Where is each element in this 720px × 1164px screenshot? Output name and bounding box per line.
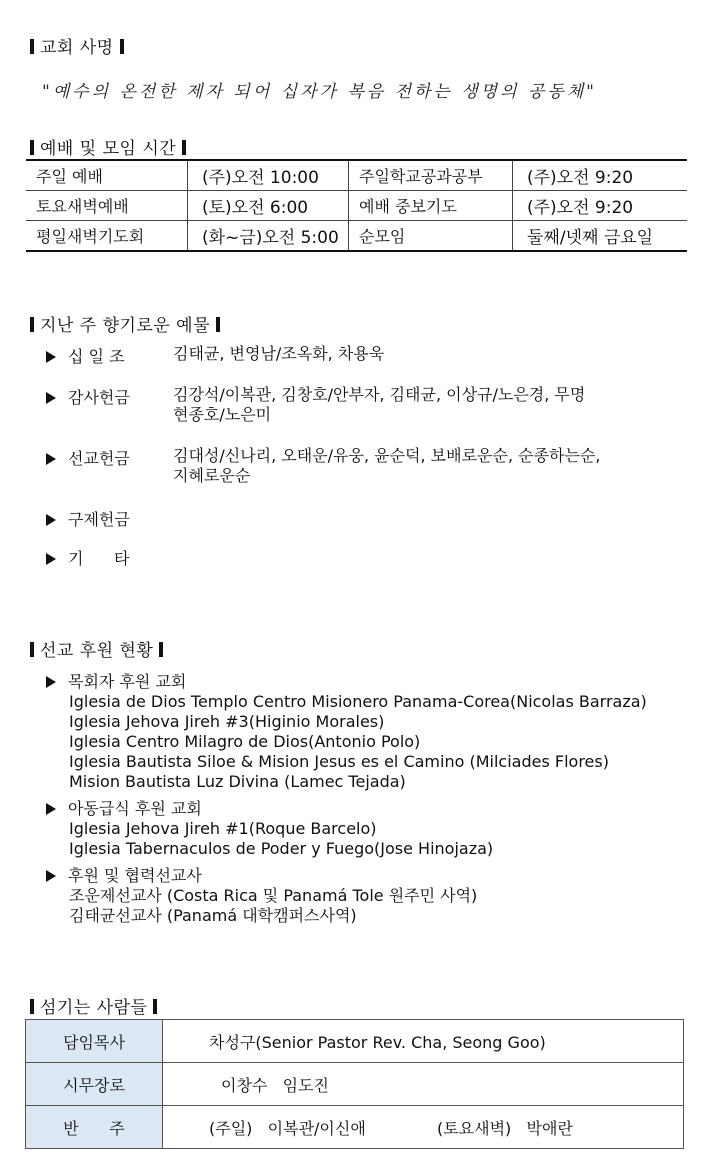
title-bar-right — [159, 642, 163, 657]
mission-group-heading — [46, 669, 647, 692]
table-row — [26, 1020, 684, 1063]
service-time: (토)오전 6:00 — [188, 191, 349, 221]
offering-item-relief — [46, 507, 156, 530]
offering-names-line: 김강석/이복관, 김창호/안부자, 김태균, 이상규/노은경, 무명 — [173, 385, 586, 404]
triangle-bullet-icon — [46, 351, 56, 363]
service-name: 평일새벽기도회 — [26, 221, 188, 252]
service-time: (주)오전 9:20 — [513, 160, 688, 191]
service-name: 순모임 — [349, 221, 513, 252]
offering-names — [173, 446, 601, 486]
title-bar-left — [30, 39, 34, 54]
service-time: 둘째/넷째 금요일 — [513, 221, 688, 252]
offering-label: 십 일 조 — [68, 347, 125, 366]
service-name: 주일 예배 — [26, 160, 188, 191]
offering-label: 감사헌금 — [68, 388, 130, 407]
offerings-title-text: 지난 주 향기로운 예물 — [40, 316, 211, 336]
servant-names: 이창수 임도진 — [163, 1063, 684, 1106]
worship-title-text: 예배 및 모임 시간 — [40, 139, 177, 159]
mission-group-lines — [69, 886, 477, 926]
offering-names-line: 지혜로운순 — [173, 466, 251, 485]
mission-group-missionaries — [46, 863, 477, 926]
table-row — [26, 160, 687, 191]
offering-label: 선교헌금 — [68, 449, 130, 468]
offering-names-line: 현종호/노은미 — [173, 405, 272, 424]
worship-schedule-table — [26, 159, 687, 252]
table-row — [26, 221, 687, 252]
mission-group-heading-text: 후원 및 협력선교사 — [68, 866, 202, 885]
missions-title-text: 선교 후원 현황 — [40, 641, 154, 661]
title-bar-left — [30, 140, 34, 155]
servant-role: 시무장로 — [26, 1063, 163, 1106]
missions-section-title — [30, 636, 169, 661]
servants-table — [25, 1019, 684, 1149]
title-bar-right — [182, 140, 186, 155]
title-bar-right — [153, 999, 157, 1014]
list-item: Iglesia de Dios Templo Centro Misionero Panama-Corea(Nicolas Barraza) — [69, 692, 647, 711]
list-item: Mision Bautista Luz Divina (Lamec Tejada) — [69, 772, 406, 791]
servant-role: 반 주 — [26, 1106, 163, 1149]
offering-item-thanks — [46, 385, 586, 424]
list-item: 김태균선교사 (Panamá 대학캠퍼스사역) — [69, 906, 357, 925]
mission-group-pastors — [46, 669, 647, 792]
service-time: (화~금)오전 5:00 — [188, 221, 349, 252]
offering-label: 구제헌금 — [68, 510, 130, 529]
triangle-bullet-icon — [46, 676, 56, 688]
offering-names — [173, 344, 384, 364]
triangle-bullet-icon — [46, 392, 56, 404]
triangle-bullet-icon — [46, 803, 56, 815]
title-bar-right — [120, 39, 124, 54]
servant-role: 담임목사 — [26, 1020, 163, 1063]
worship-section-title — [30, 134, 192, 159]
list-item: Iglesia Jehova Jireh #1(Roque Barcelo) — [69, 819, 377, 838]
table-row — [26, 1063, 684, 1106]
table-row — [26, 191, 687, 221]
offering-item-tithe — [46, 344, 385, 367]
offering-label: 기 타 — [68, 549, 130, 568]
title-bar-left — [30, 642, 34, 657]
mission-motto: "예수의 온전한 제자 되어 십자가 복음 전하는 생명의 공동체" — [42, 82, 597, 102]
servants-title-text: 섬기는 사람들 — [40, 998, 148, 1018]
mission-section-title — [30, 33, 130, 58]
offerings-section-title — [30, 311, 226, 336]
title-bar-right — [216, 317, 220, 332]
service-name: 예배 중보기도 — [349, 191, 513, 221]
offering-names-line: 김대성/신나리, 오태운/유웅, 윤순덕, 보배로운순, 순종하는순, — [173, 446, 601, 465]
table-row — [26, 1106, 684, 1149]
mission-group-lines — [69, 692, 647, 792]
list-item: Iglesia Tabernaculos de Poder y Fuego(Jose Hinojaza) — [69, 839, 494, 858]
offering-item-mission — [46, 446, 601, 485]
offering-names — [173, 385, 585, 425]
mission-title-text: 교회 사명 — [40, 38, 114, 58]
triangle-bullet-icon — [46, 870, 56, 882]
mission-group-heading — [46, 863, 477, 886]
list-item: Iglesia Centro Milagro de Dios(Antonio Polo) — [69, 732, 421, 751]
service-time: (주)오전 9:20 — [513, 191, 688, 221]
triangle-bullet-icon — [46, 553, 56, 565]
mission-group-heading — [46, 796, 493, 819]
title-bar-left — [30, 999, 34, 1014]
offering-item-other — [46, 546, 156, 569]
triangle-bullet-icon — [46, 453, 56, 465]
offering-names-line: 김태균, 변영남/조옥화, 차용욱 — [173, 344, 385, 363]
servant-names: 차성구(Senior Pastor Rev. Cha, Seong Goo) — [163, 1020, 684, 1063]
service-name: 주일학교공과공부 — [349, 160, 513, 191]
servant-names: (주일) 이복관/이신애 (토요새벽) 박애란 — [163, 1106, 684, 1149]
service-name: 토요새벽예배 — [26, 191, 188, 221]
service-time: (주)오전 10:00 — [188, 160, 349, 191]
list-item: Iglesia Jehova Jireh #3(Higinio Morales) — [69, 712, 385, 731]
mission-group-children-meals — [46, 796, 493, 859]
mission-group-heading-text: 목회자 후원 교회 — [68, 672, 187, 691]
list-item: 조운제선교사 (Costa Rica 및 Panamá Tole 원주민 사역) — [69, 886, 478, 905]
servants-section-title — [30, 993, 163, 1018]
triangle-bullet-icon — [46, 514, 56, 526]
mission-group-lines — [69, 819, 493, 859]
list-item: Iglesia Bautista Siloe & Mision Jesus es el Camino (Milciades Flores) — [69, 752, 609, 771]
mission-group-heading-text: 아동급식 후원 교회 — [68, 799, 202, 818]
title-bar-left — [30, 317, 34, 332]
